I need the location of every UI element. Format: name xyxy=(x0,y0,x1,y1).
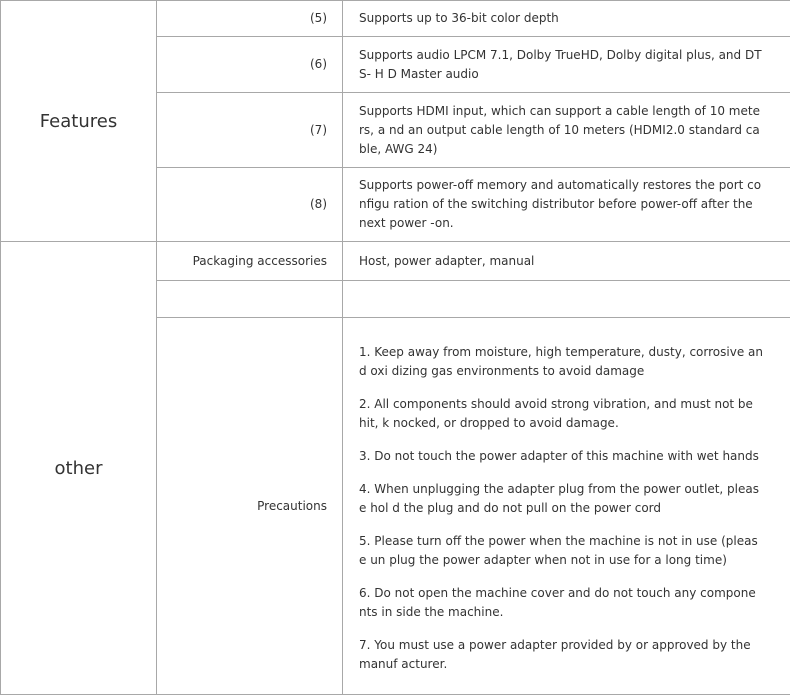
precaution-item: 3. Do not touch the power adapter of this machine with wet hands xyxy=(359,448,759,463)
row-label: Packaging accessories xyxy=(157,242,343,281)
row-value: Supports power-off memory and automatically restores the port configu ration of the switching distributor before power-off after the next power -on. xyxy=(343,168,790,242)
precautions-label: Precautions xyxy=(157,318,343,695)
row-label: (7) xyxy=(157,93,343,168)
row-value xyxy=(343,281,790,318)
row-value: Supports up to 36-bit color depth xyxy=(343,1,790,37)
precaution-item: 1. Keep away from moisture, high temperature, dusty, corrosive and oxi dizing gas environments to avoid damage xyxy=(359,344,763,378)
precaution-item: 2. All components should avoid strong vibration, and must not be hit, k nocked, or dropped to avoid damage. xyxy=(359,396,753,430)
table-row xyxy=(1,242,790,281)
category-cell-features: Features xyxy=(1,1,157,242)
row-value: Host, power adapter, manual xyxy=(343,242,790,281)
row-label xyxy=(157,281,343,318)
row-value: Supports audio LPCM 7.1, Dolby TrueHD, Dolby digital plus, and DTS- H D Master audio xyxy=(343,37,790,93)
precautions-list xyxy=(359,339,763,674)
precautions-cell xyxy=(343,318,790,695)
precaution-item: 7. You must use a power adapter provided by or approved by the manuf acturer. xyxy=(359,637,751,671)
table-row xyxy=(1,1,790,37)
precaution-item: 4. When unplugging the adapter plug from the power outlet, please hol d the plug and do not pull on the power cord xyxy=(359,481,759,515)
row-value: Supports HDMI input, which can support a cable length of 10 meters, a nd an output cable length of 10 meters (HDMI2.0 standard cable, AWG 24) xyxy=(343,93,790,168)
precaution-item: 6. Do not open the machine cover and do not touch any components in side the machine. xyxy=(359,585,756,619)
precaution-item: 5. Please turn off the power when the machine is not in use (please un plug the power adapter when not in use for a long time) xyxy=(359,533,758,567)
row-label: (5) xyxy=(157,1,343,37)
row-label: (8) xyxy=(157,168,343,242)
category-cell-other: other xyxy=(1,242,157,695)
row-label: (6) xyxy=(157,37,343,93)
